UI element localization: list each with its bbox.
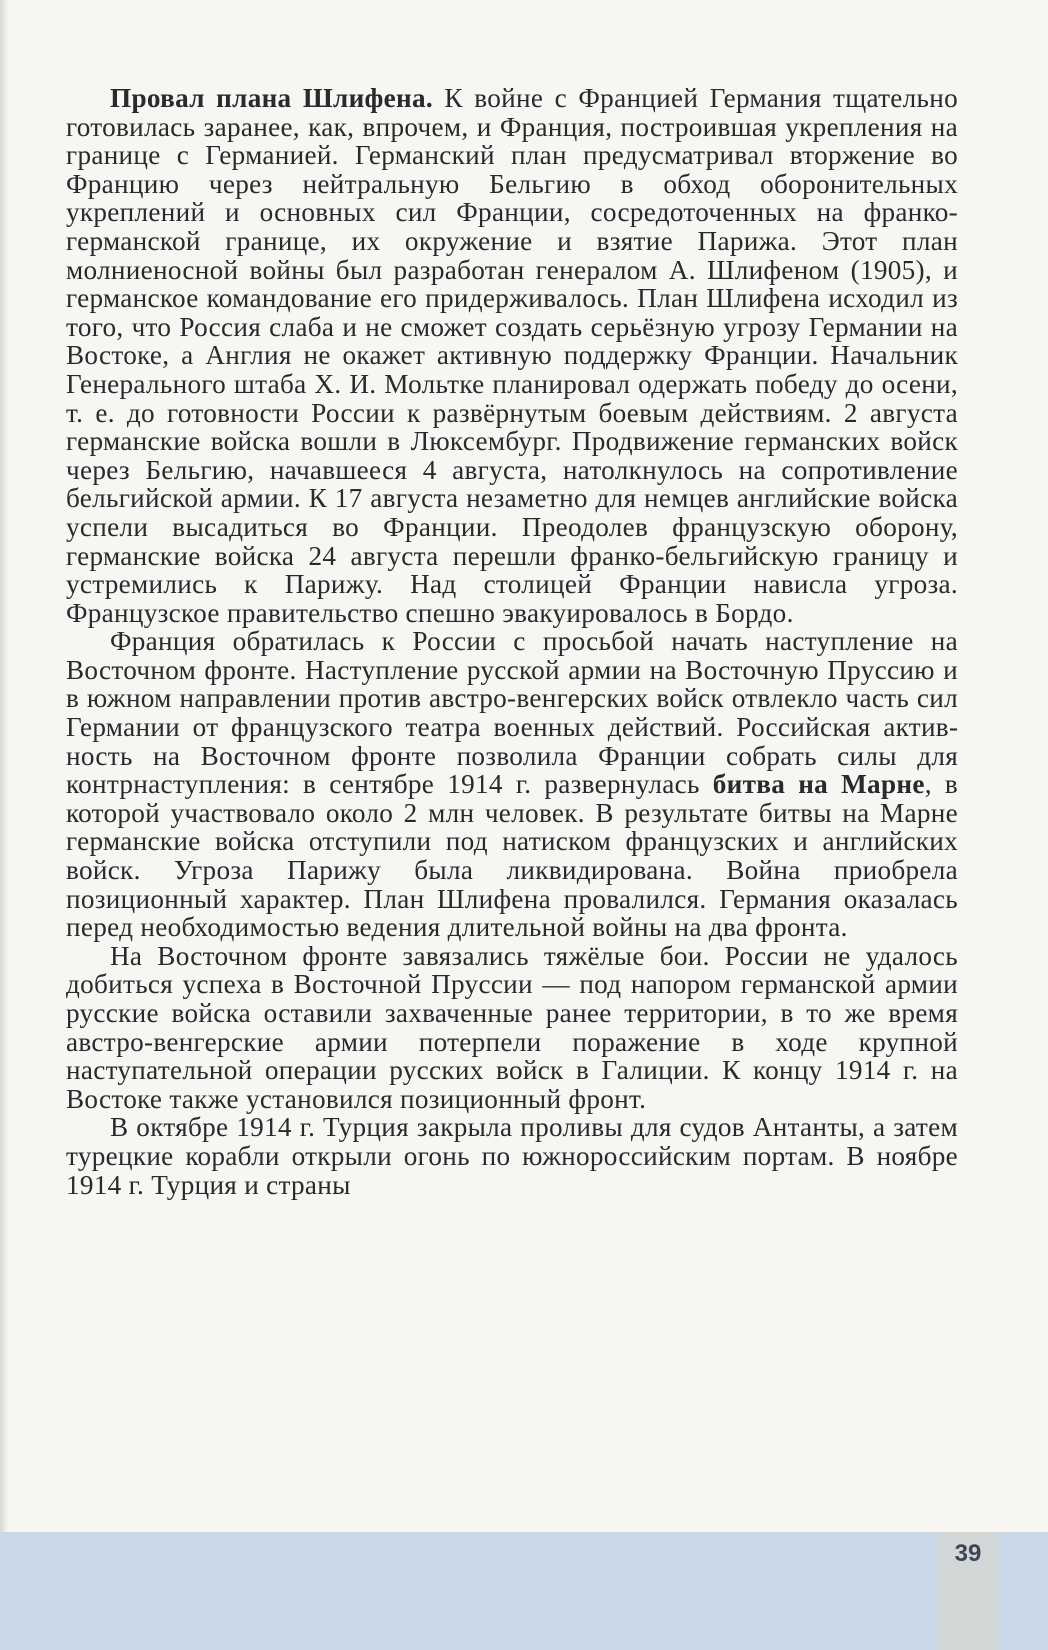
page-edge bbox=[0, 0, 8, 1650]
paragraph-eastern-front bbox=[66, 942, 958, 1114]
paragraph-text: , в которой участвовало около 2 млн человек. В результате битвы на Марне германские войска отступили под натиском французских и английских войск. Угроза Парижу была ликвидирована. Война приобрела позиционный характер. План Шлифена провалился. Германия оказалась перед необходимостью ведения длительной войны на два фронта. bbox=[66, 769, 958, 943]
key-term: битва на Марне bbox=[712, 769, 925, 800]
paragraph-marne bbox=[66, 627, 958, 942]
section-heading: Провал плана Шлифена. bbox=[110, 83, 433, 113]
paragraph-text: Франция обратилась к России с просьбой начать наступление на Восточном фронте. Наступление русской армии на Восточную Пруссию и в южном направлении против австро-венгерских войск отвлекло часть сил Германии от французского театра военных действий. Российская активность на Восточном фронте позволила Франции собрать силы для контрнаступления: в сентябре 1914 г. развернулась bbox=[66, 626, 958, 800]
paragraph-schlieffen-plan bbox=[66, 84, 958, 627]
footer-band bbox=[0, 1532, 1048, 1650]
page-number: 39 bbox=[954, 1540, 982, 1567]
text-column bbox=[66, 84, 958, 1199]
paragraph-text: В октябре 1914 г. Турция закрыла проливы для судов Антанты, а затем турецкие корабли открыли огонь по южнороссийским портам. В ноябре 1914 г. Турция и страны bbox=[66, 1112, 958, 1200]
paragraph-turkey bbox=[66, 1113, 958, 1199]
paragraph-text: К войне с Францией Германия тщательно готовилась заранее, как, впрочем, и Франция, построившая укрепления на границе с Германией. Германский план предусматривал вторжение во Францию через нейтральную Бельгию в обход оборонительных укреплений и основных сил Франции, сосредоточенных на франко-германской границе, их окружение и взятие Парижа. Этот план молниеносной войны был разработан генералом А. Шлифеном (1905), и германское командование его придерживалось. План Шлифена исходил из того, что Россия слаба и не сможет создать серьёзную угрозу Германии на Востоке, а Англия не окажет активную поддержку Франции. Начальник Генерального штаба Х. И. Мольтке планировал одержать победу до осени, т. е. до готовности России к развёрнутым боевым действиям. 2 августа германские войска вошли в Люксембург. Продвижение германских войск через Бельгию, начавшееся 4 августа, натолкнулось на сопротивление бельгийской армии. К 17 августа незаметно для немцев английские войска успели высадиться во Франции. Преодолев французскую оборону, германские войска 24 августа перешли франко-бельгийскую границу и устремились к Парижу. Над столицей Франции нависла угроза. Французское правительство спешно эвакуировалось в Бордо. bbox=[66, 83, 958, 628]
paragraph-text: На Восточном фронте завязались тяжёлые бои. России не удалось добиться успеха в Восточной Пруссии — под напором германской армии русские войска оставили захваченные ранее территории, в то же время австро-венгерские армии потерпели поражение в ходе крупной наступательной операции русских войск в Галиции. К концу 1914 г. на Востоке также установился позиционный фронт. bbox=[66, 940, 958, 1114]
